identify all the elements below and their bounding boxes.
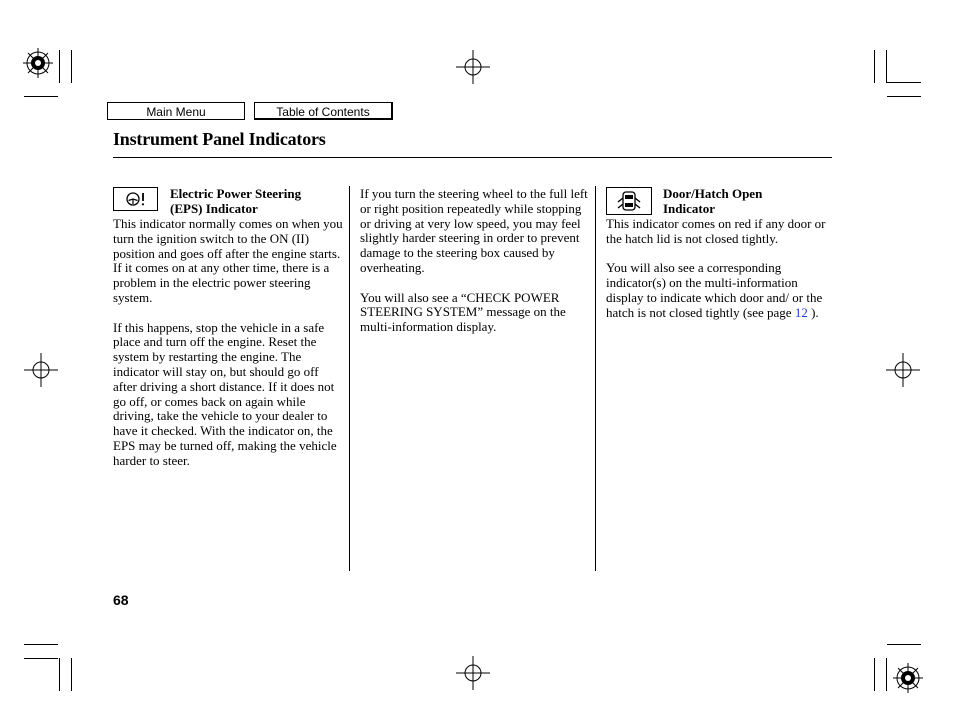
eps-indicator-symbol xyxy=(113,187,158,211)
column-divider xyxy=(349,186,350,571)
title-rule xyxy=(113,157,832,158)
eps-paragraph: If this happens, stop the vehicle in a safe place and turn off the engine. Reset the system by restarting the engine. The indicator will stay on, but should go off after driving a short distance. If it does not go off, or comes back on again while driving, take the vehicle to your dealer to have it checked. With the indicator on, the EPS may be turned off, making the vehicle harder to steer. xyxy=(113,319,337,468)
registration-target-icon xyxy=(892,662,924,694)
table-of-contents-button[interactable]: Table of Contents xyxy=(254,102,393,120)
eps-continued-body xyxy=(360,187,589,335)
door-body xyxy=(606,217,834,321)
crosshair-icon xyxy=(456,50,490,84)
door-heading-line2: Indicator xyxy=(663,200,715,216)
eps-body xyxy=(113,217,345,469)
eps-heading-line1: Electric Power Steering xyxy=(170,186,302,201)
steering-paragraph: If you turn the steering wheel to the full left or right position repeatedly while stopping or driving at very low speed, you may feel slightly harder steering in order to prevent damage to the steering box caused by overheating. xyxy=(360,186,588,275)
steering-warning-icon xyxy=(114,188,157,210)
main-menu-button[interactable]: Main Menu xyxy=(107,102,245,120)
crosshair-icon xyxy=(456,656,490,690)
door-paragraph xyxy=(606,261,834,320)
page-number: 68 xyxy=(113,592,129,608)
page-title: Instrument Panel Indicators xyxy=(113,129,326,149)
registration-target-icon xyxy=(22,47,54,79)
page-link[interactable]: 12 xyxy=(794,304,808,320)
eps-heading-line2: (EPS) Indicator xyxy=(170,200,258,216)
door-text: ). xyxy=(807,304,819,320)
eps-paragraph: This indicator normally comes on when you turn the ignition switch to the ON (II) position and goes off after the engine starts. If it comes on at any other time, there is a problem in the electric power steering system. xyxy=(113,216,343,305)
door-paragraph: This indicator comes on red if any door or the hatch lid is not closed tightly. xyxy=(606,216,826,246)
check-power-steering-paragraph: You will also see a “CHECK POWER STEERING SYSTEM” message on the multi-information display. xyxy=(360,289,566,335)
crosshair-icon xyxy=(24,353,58,387)
car-door-open-icon xyxy=(607,188,651,214)
door-text: You will also see a corresponding indicator(s) on the multi-information display to indicate which door and/ or the hatch is not closed tightly (see page xyxy=(606,260,823,320)
door-heading xyxy=(663,187,833,217)
crosshair-icon xyxy=(886,353,920,387)
door-heading-line1: Door/Hatch Open xyxy=(663,186,763,201)
column-divider xyxy=(595,186,596,571)
door-indicator-symbol xyxy=(606,187,652,215)
eps-heading xyxy=(170,187,345,217)
